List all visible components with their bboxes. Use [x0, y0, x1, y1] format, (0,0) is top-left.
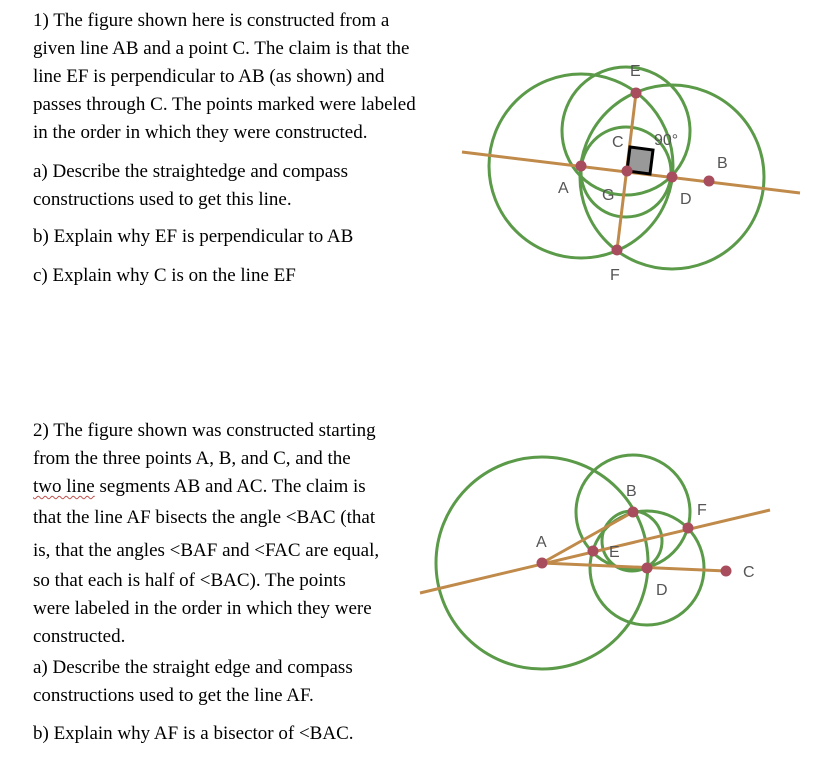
figure-1	[462, 63, 800, 284]
problem2-line-7: were labeled in the order in which they were	[33, 598, 372, 619]
fig1-label-e: E	[630, 63, 641, 80]
fig2-point-a	[537, 558, 548, 569]
fig2-label-e: E	[609, 544, 620, 561]
fig2-point-d	[642, 563, 653, 574]
problem1-line-3: line EF is perpendicular to AB (as shown) and	[33, 66, 385, 87]
fig2-label-d: D	[656, 582, 668, 599]
problem2-line-4: that the line AF bisects the angle <BAC (that	[33, 507, 376, 528]
figure-2	[420, 455, 770, 669]
problem2-line-8: constructed.	[33, 626, 126, 647]
problem1-part-b: b) Explain why EF is perpendicular to AB	[33, 226, 354, 247]
problem1-part-c: c) Explain why C is on the line EF	[33, 265, 296, 286]
problem1-part-a-line-2: constructions used to get this line.	[33, 189, 292, 210]
problem2-line-2: from the three points A, B, and C, and the	[33, 448, 351, 469]
fig1-label-c: C	[612, 134, 624, 151]
fig2-label-f: F	[697, 502, 707, 519]
problem2-line-1: 2) The figure shown was constructed starting	[33, 420, 376, 441]
problem2-line-3: two line segments AB and AC. The claim is	[33, 476, 366, 497]
fig1-point-a	[576, 161, 587, 172]
spellcheck-underline: two line	[33, 476, 95, 497]
fig1-point-c	[622, 166, 633, 177]
fig1-label-g: G	[602, 187, 615, 204]
fig2-circle-small	[602, 511, 662, 571]
fig1-point-b	[704, 176, 715, 187]
problem2-part-b: b) Explain why AF is a bisector of <BAC.	[33, 723, 354, 744]
problem2-line-5: is, that the angles <BAF and <FAC are equal,	[33, 540, 380, 561]
fig2-point-b	[628, 507, 639, 518]
fig2-label-c: C	[743, 564, 755, 581]
fig1-label-d: D	[680, 191, 692, 208]
problem1-part-a-line-1: a) Describe the straightedge and compass	[33, 161, 348, 182]
problem2-part-a-line-2: constructions used to get the line AF.	[33, 685, 314, 706]
problem2-part-a-line-1: a) Describe the straight edge and compass	[33, 657, 353, 678]
fig1-label-90: 90°	[654, 132, 679, 149]
fig2-label-b: B	[626, 483, 637, 500]
fig2-point-f	[683, 523, 694, 534]
fig1-label-f: F	[610, 267, 620, 284]
fig1-point-e	[631, 88, 642, 99]
fig1-point-d	[667, 172, 678, 183]
problem1-line-1: 1) The figure shown here is constructed from a	[33, 10, 390, 31]
fig2-point-c	[721, 566, 732, 577]
problem2-line-6: so that each is half of <BAC). The points	[33, 570, 346, 591]
fig2-label-a: A	[536, 534, 547, 551]
fig1-point-f	[612, 245, 623, 256]
fig1-label-b: B	[717, 155, 728, 172]
problem1-line-2: given line AB and a point C. The claim is that the	[33, 38, 410, 59]
fig2-point-e	[588, 546, 599, 557]
fig1-label-a: A	[558, 180, 569, 197]
problem1-line-4: passes through C. The points marked were labeled	[33, 94, 416, 115]
problem1-line-5: in the order in which they were constructed.	[33, 122, 368, 143]
